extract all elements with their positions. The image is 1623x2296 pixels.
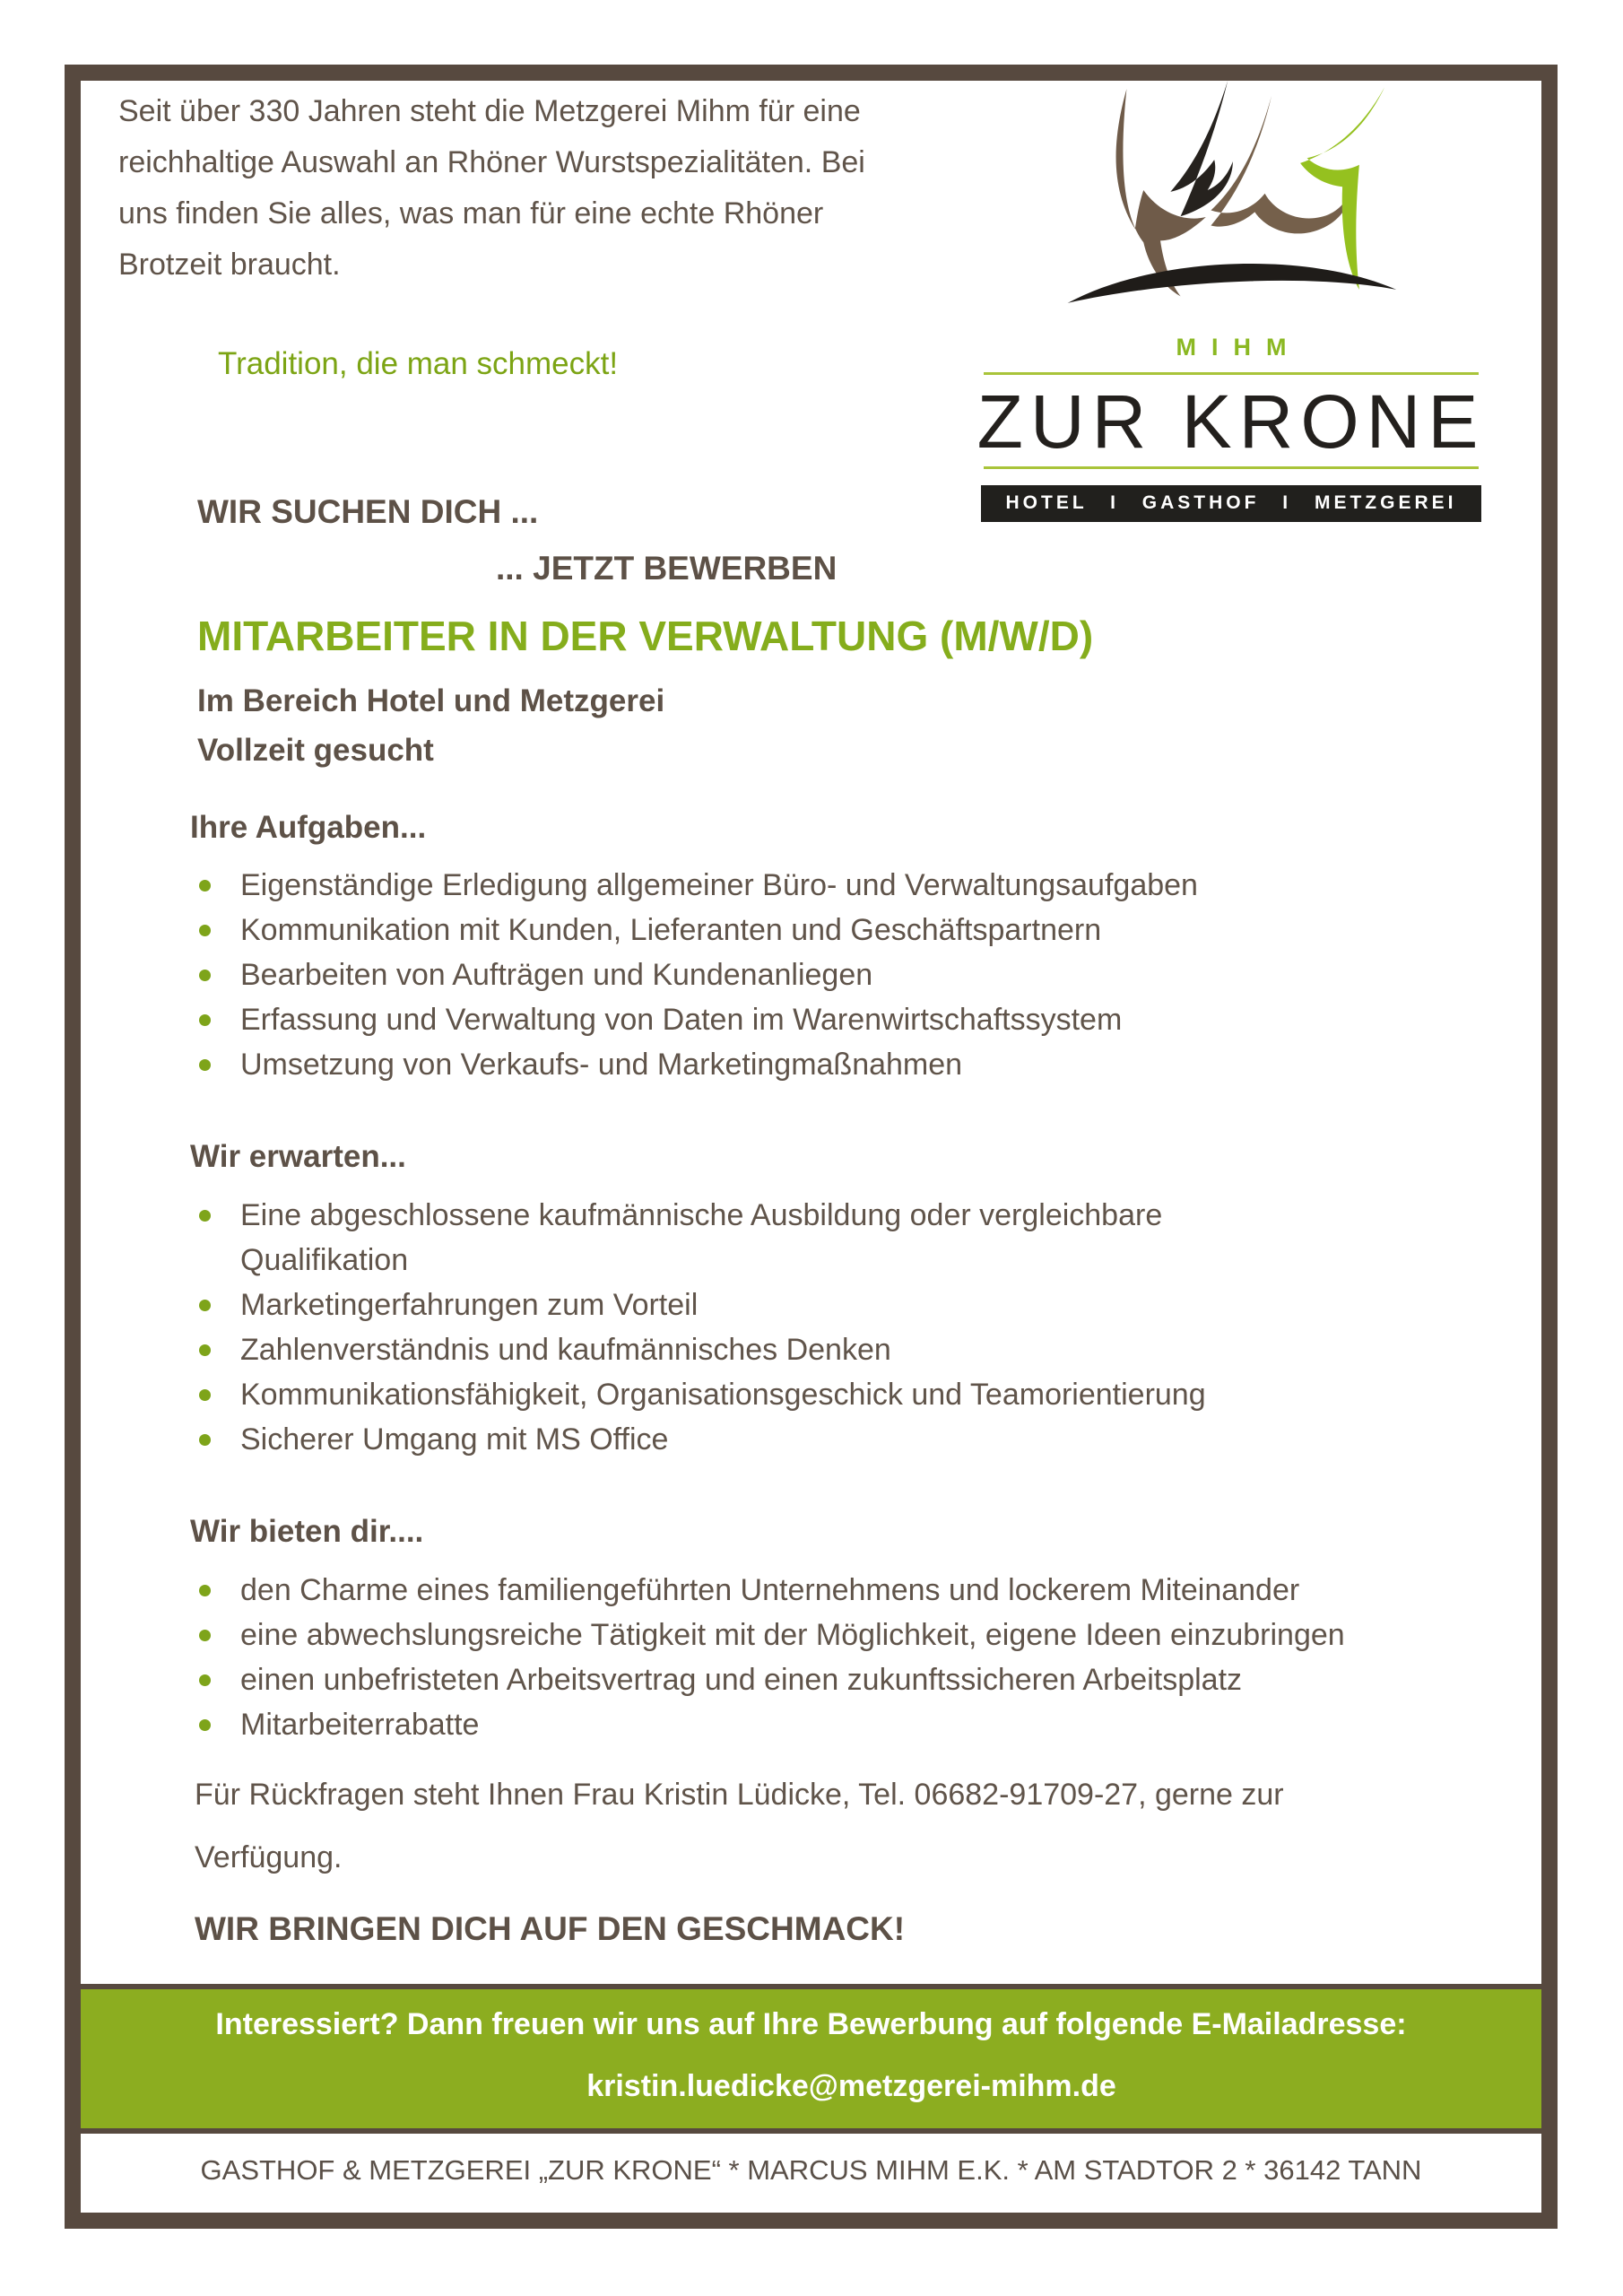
footer-line: GASTHOF & METZGEREI „ZUR KRONE“ * MARCUS MIHM E.K. * AM STADTOR 2 * 36142 TANN [200,2154,1422,2186]
bullet-dot-icon [199,925,211,936]
bullet-dot-icon [199,1210,211,1222]
intro-paragraph: Seit über 330 Jahren steht die Metzgerei Mihm für eine reichhaltige Auswahl an Rhöner Wurstspezialitäten. Bei uns finden Sie alles, was man für eine echte Rhöner Brotzeit braucht. [118,94,865,282]
list-item-text: Mitarbeiterrabatte [240,1708,480,1742]
list-item-text: Zahlenverständnis und kaufmännisches Denken [240,1333,891,1367]
bullet-dot-icon [199,1059,211,1071]
bullet-dot-icon [199,1434,211,1446]
list-item-text: einen unbefristeten Arbeitsvertrag und einen zukunftssicheren Arbeitsplatz [240,1663,1243,1697]
list-item [199,1042,1508,1087]
section-heading-offer: Wir bieten dir.... [190,1514,424,1549]
logo-divider-top [984,372,1479,375]
bullet-dot-icon [199,880,211,891]
list-item [199,1702,1508,1747]
application-banner [81,1984,1541,2134]
tasks-list [199,863,1508,1087]
list-item-text: Marketingerfahrungen zum Vorteil [240,1288,699,1322]
list-item-text: Kommunikationsfähigkeit, Organisationsgeschick und Teamorientierung [240,1378,1206,1412]
list-item [199,863,1508,908]
bullet-dot-icon [199,1389,211,1401]
section-heading-expect: Wir erwarten... [190,1139,406,1174]
section-heading-tasks: Ihre Aufgaben... [190,810,427,845]
bullet-dot-icon [199,1585,211,1596]
contact-line1: Für Rückfragen steht Ihnen Frau Kristin Lüdicke, Tel. 06682-91709-27, gerne zur [195,1778,1284,1812]
list-item [199,1417,1508,1462]
offer-list [199,1568,1508,1747]
list-item-text: Sicherer Umgang mit MS Office [240,1422,669,1457]
list-item [199,997,1508,1042]
list-item-text: Eine abgeschlossene kaufmännische Ausbildung oder vergleichbare Qualifikation [240,1198,1163,1277]
bullet-dot-icon [199,970,211,981]
logo-mihm-text: MIHM [1176,334,1302,361]
list-item [199,1568,1508,1613]
list-item [199,1327,1508,1372]
bullet-dot-icon [199,1014,211,1026]
list-item [199,908,1508,952]
bullet-dot-icon [199,1630,211,1641]
expect-list [199,1193,1508,1462]
bullet-dot-icon [199,1674,211,1686]
list-item [199,952,1508,997]
list-item-text: Kommunikation mit Kunden, Lieferanten und Geschäftspartnern [240,913,1102,947]
banner-email[interactable]: kristin.luedicke@metzgerei-mihm.de [586,2069,1116,2103]
logo-services-box: HOTEL I GASTHOF I METZGEREI [981,485,1482,522]
cta-line: WIR BRINGEN DICH AUF DEN GESCHMACK! [195,1910,906,1947]
bullet-dot-icon [199,1344,211,1356]
company-logo [976,77,1486,522]
job-title: MITARBEITER IN DER VERWALTUNG (M/W/D) [197,613,1094,659]
logo-name-text: ZUR KRONE [976,379,1486,464]
list-item-text: den Charme eines familiengeführten Unternehmens und lockerem Miteinander [240,1573,1300,1607]
list-item [199,1372,1508,1417]
list-item-text: Bearbeiten von Aufträgen und Kundenanliegen [240,958,873,992]
brand-tagline: Tradition, die man schmeckt! [218,346,619,381]
list-item [199,1283,1508,1327]
logo-divider-bottom [984,466,1479,469]
list-item-text: Erfassung und Verwaltung von Daten im Warenwirtschaftssystem [240,1003,1123,1037]
list-item-text: Umsetzung von Verkaufs- und Marketingmaßnahmen [240,1048,963,1082]
list-item [199,1657,1508,1702]
banner-text: Interessiert? Dann freuen wir uns auf Ihre Bewerbung auf folgende E-Mailadresse: [215,2007,1407,2041]
job-subtitle-fulltime: Vollzeit gesucht [197,733,434,768]
crown-icon [1052,77,1410,330]
contact-line2: Verfügung. [195,1840,343,1874]
vacancy-callout-line1: WIR SUCHEN DICH ... [197,493,539,530]
list-item-text: eine abwechslungsreiche Tätigkeit mit der Möglichkeit, eigene Ideen einzubringen [240,1618,1345,1652]
bullet-dot-icon [199,1300,211,1311]
list-item-text: Eigenständige Erledigung allgemeiner Büro- und Verwaltungsaufgaben [240,868,1198,902]
list-item [199,1193,1508,1283]
vacancy-callout-line2: ... JETZT BEWERBEN [496,550,838,587]
job-subtitle-area: Im Bereich Hotel und Metzgerei [197,683,665,718]
list-item [199,1613,1508,1657]
bullet-dot-icon [199,1719,211,1731]
